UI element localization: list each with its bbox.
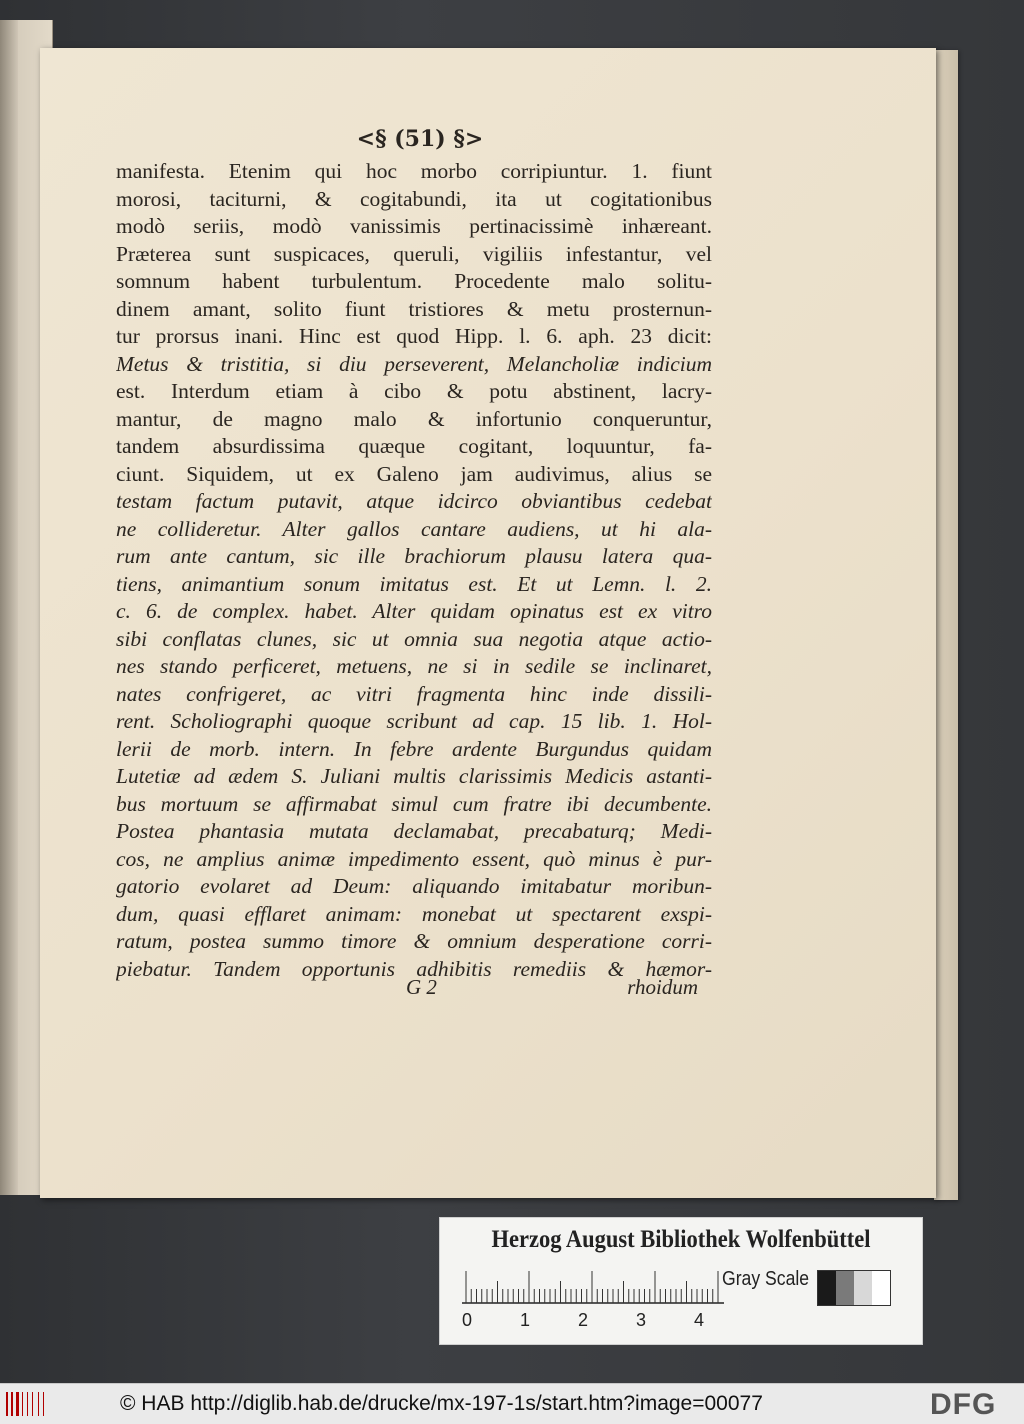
text-line: modò seriis, modò vanissimis pertinacissimè inhæreant. [116,214,712,238]
copyright-link[interactable]: © HAB http://diglib.hab.de/drucke/mx-197-1s/start.htm?image=00077 [120,1392,763,1415]
text-line: tiens, animantium sonum imitatus est. Et ut Lemn. l. 2. [116,571,712,596]
ruler-number: 1 [520,1310,531,1330]
ruler-scale [462,1270,724,1304]
gray-swatch [818,1271,836,1305]
viewer-footer [0,1383,1024,1424]
text-line: sibi conflatas clunes, sic ut omnia sua negotia atque actio- [116,626,712,651]
page-footer [116,975,712,1003]
text-line: morosi, taciturni, & cogitabundi, ita ut cogitationibus [116,186,712,211]
text-line: dinem amant, solito fiunt tristiores & metu prosternun- [116,296,712,321]
page-stack-edge [934,50,958,1200]
text-line: ne collideretur. Alter gallos cantare audiens, ut hi ala- [116,516,712,541]
text-line: Præterea sunt suspicaces, queruli, vigiliis infestantur, vel [116,241,712,266]
text-line: est. Interdum etiam à cibo & potu abstinent, lacry- [116,379,712,403]
text-line: manifesta. Etenim qui hoc morbo corripiuntur. 1. fiunt [116,159,712,183]
text-line: nes stando perficeret, metuens, ne si in sedile se inclinaret, [116,654,712,678]
text-line: somnum habent turbulentum. Procedente malo solitu- [116,269,712,293]
body-text [116,158,712,983]
gray-swatch [872,1271,890,1305]
ruler-numbers [454,1310,734,1332]
ruler-number: 0 [462,1310,473,1330]
page-number-header: <§ (51) §> [356,126,484,152]
text-line: rum ante cantum, sic ille brachiorum plausu latera qua- [116,544,712,568]
ruler-number: 4 [694,1310,705,1330]
text-line: nates confrigeret, ac vitri fragmenta hinc inde dissili- [116,681,712,706]
text-line: mantur, de magno malo & infortunio conqueruntur, [116,406,712,431]
hab-calibration-card [439,1217,923,1345]
text-line: ciunt. Siquidem, ut ex Galeno jam audivimus, alius se [116,461,712,486]
barcode-icon [6,1392,44,1416]
text-line: ratum, postea summo timore & omnium desperatione corri- [116,929,712,953]
ruler-number: 2 [578,1310,589,1330]
library-name: Herzog August Bibliothek Wolfenbüttel [491,1226,871,1253]
gray-scale-label: Gray Scale [722,1268,810,1290]
gray-scale-swatches [817,1270,891,1306]
text-line: tur prorsus inani. Hinc est quod Hipp. l. 6. aph. 23 dicit: [116,324,712,348]
text-line: piebatur. Tandem opportunis adhibitis remediis & hæmor- [116,956,712,981]
text-line: lerii de morb. intern. In febre ardente Burgundus quidam [116,736,712,761]
text-line: bus mortuum se affirmabat simul cum fratre ibi decumbente. [116,791,712,816]
text-line: Metus & tristitia, si diu perseverent, Melancholiæ indicium [116,351,712,376]
text-line: gatorio evolaret ad Deum: aliquando imitabatur moribun- [116,874,712,898]
text-line: testam factum putavit, atque idcirco obviantibus cedebat [116,489,712,513]
text-line: Lutetiæ ad ædem S. Juliani multis clarissimis Medicis astanti- [116,764,712,788]
signature-mark: G 2 [406,975,437,999]
text-line: cos, ne amplius animæ impedimento essent, quò minus è pur- [116,846,712,871]
text-line: dum, quasi efflaret animam: monebat ut spectarent exspi- [116,901,712,926]
dfg-logo: DFG [930,1388,997,1421]
gray-swatch [854,1271,872,1305]
text-line: rent. Scholiographi quoque scribunt ad cap. 15 lib. 1. Hol- [116,709,712,733]
text-line: Postea phantasia mutata declamabat, precabaturq; Medi- [116,819,712,843]
text-line: c. 6. de complex. habet. Alter quidam opinatus est ex vitro [116,599,712,623]
text-line: tandem absurdissima quæque cogitant, loquuntur, fa- [116,434,712,458]
ruler-number: 3 [636,1310,647,1330]
gray-swatch [836,1271,854,1305]
catchword: rhoidum [627,975,698,999]
